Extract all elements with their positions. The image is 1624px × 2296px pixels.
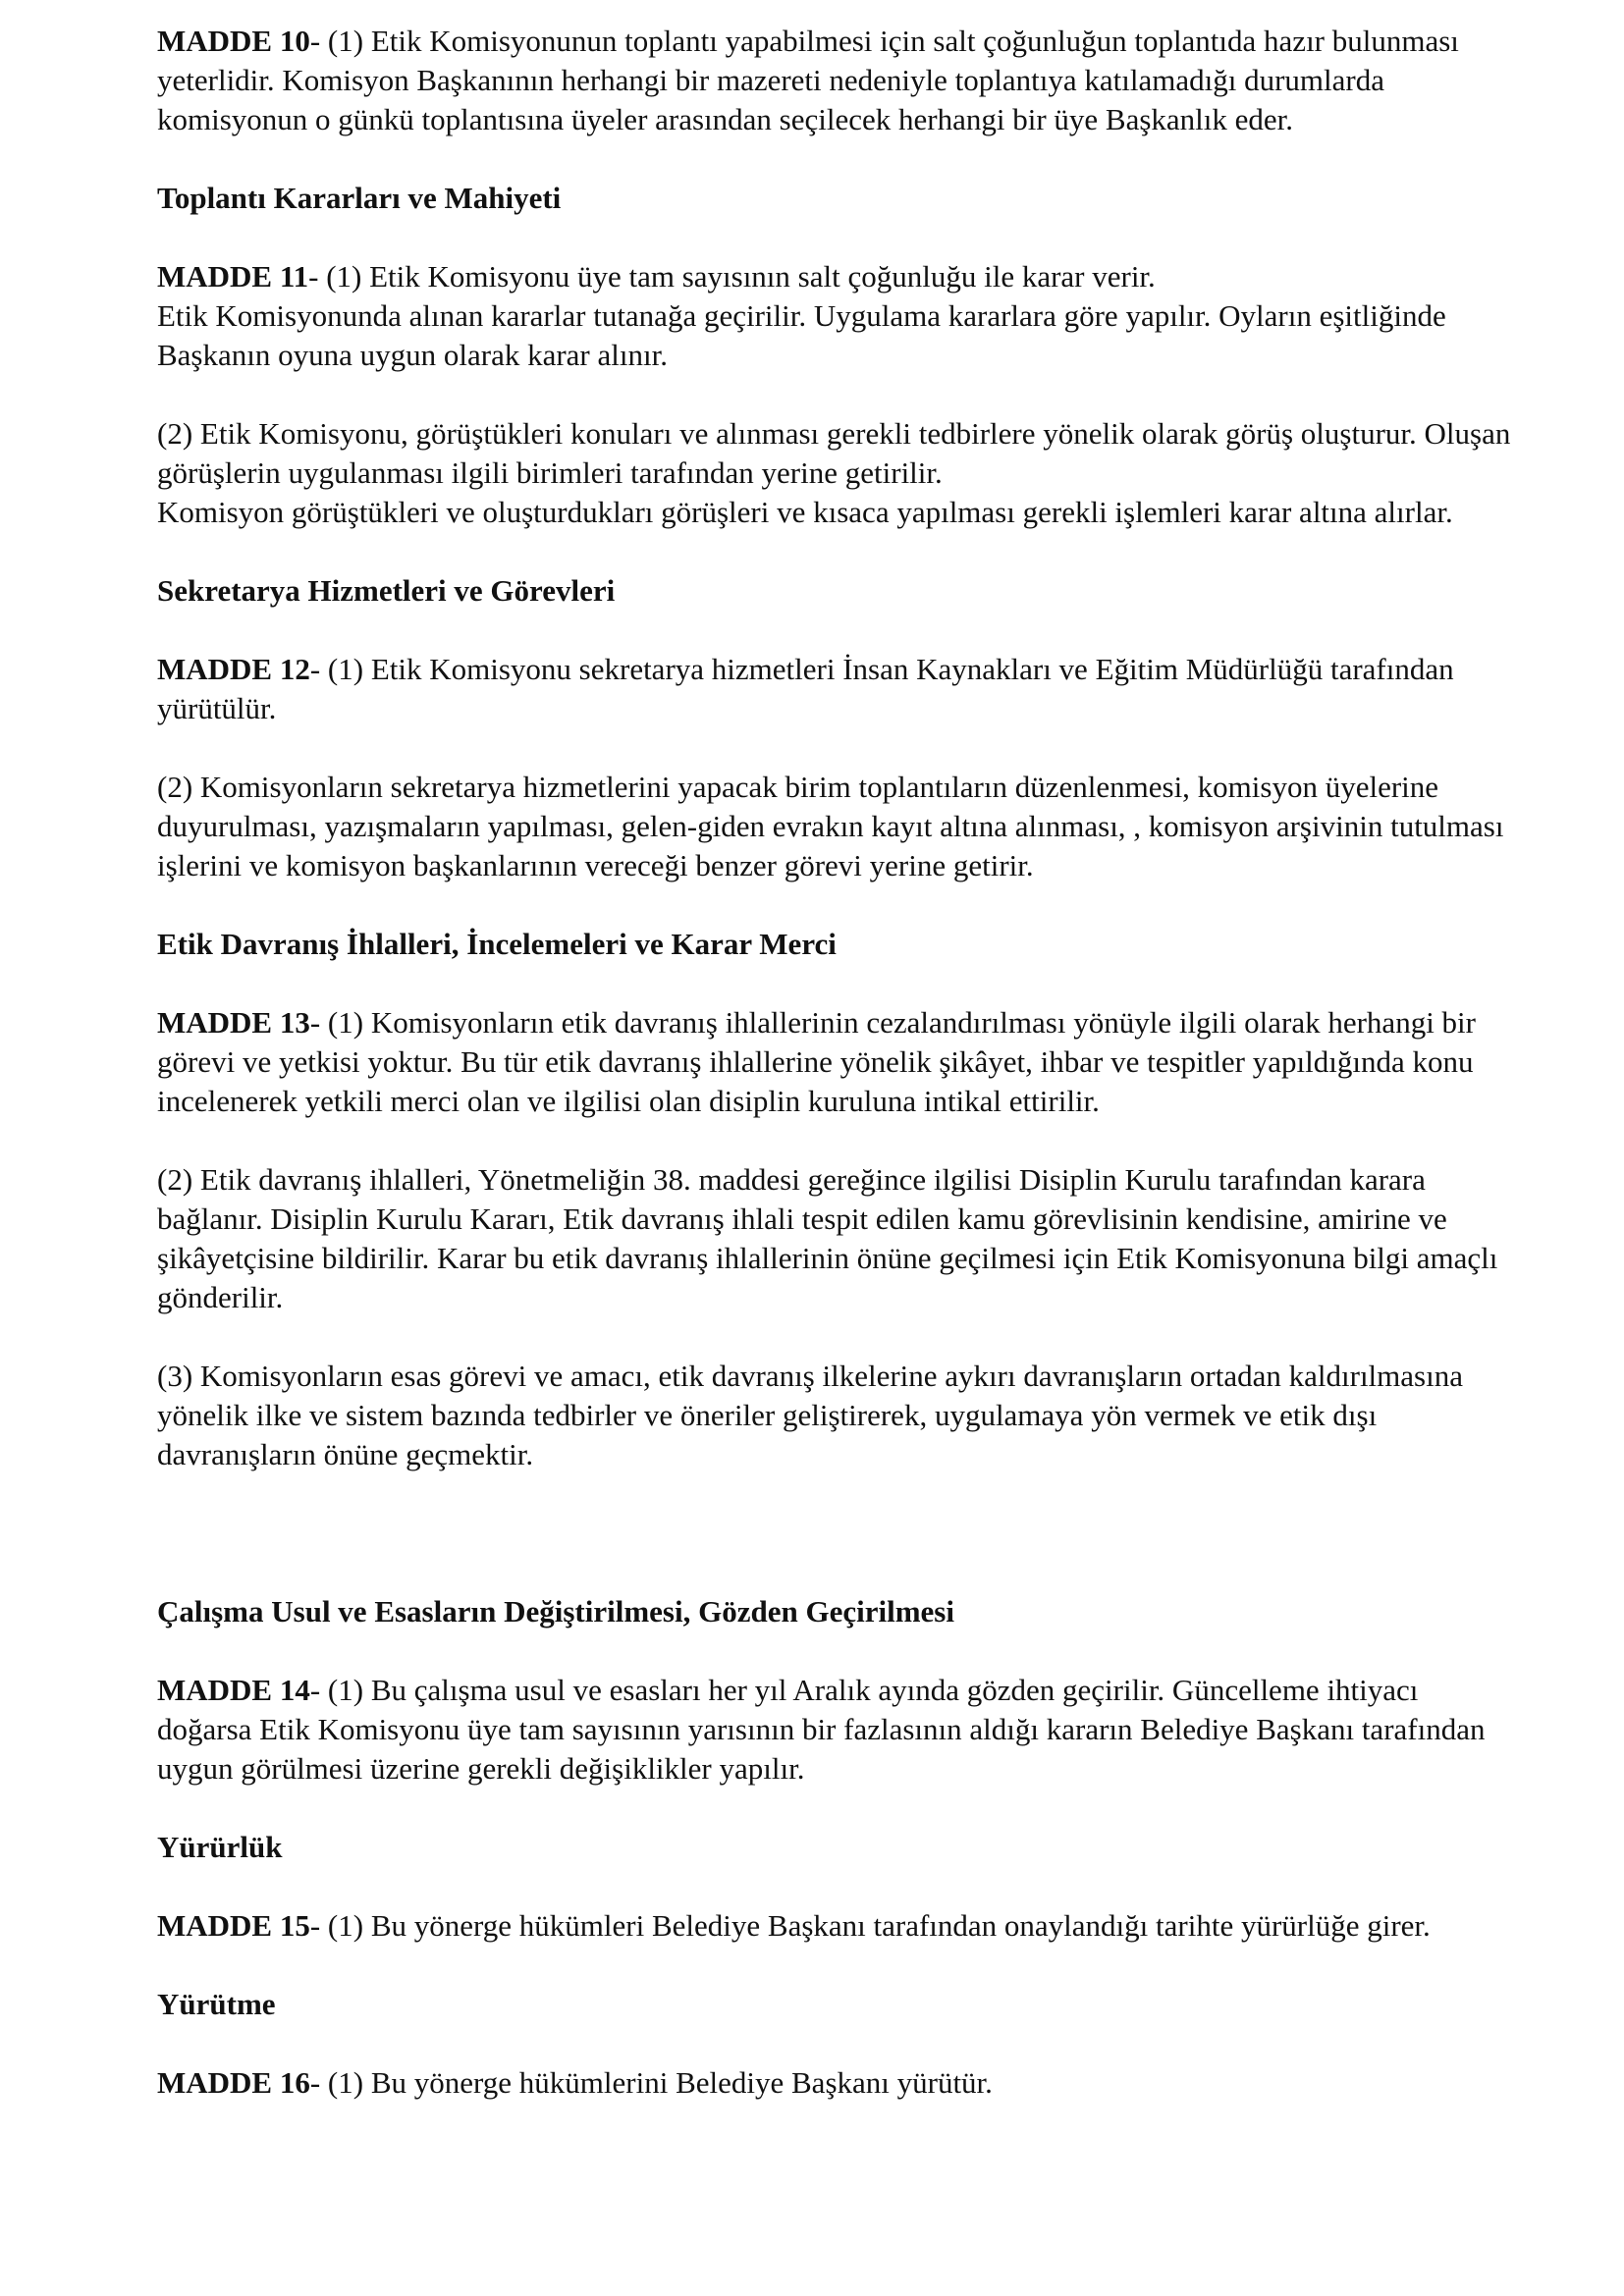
article-14 — [157, 1671, 1512, 1789]
document-page — [157, 22, 1512, 2142]
article-11-paragraph-1-cont: Etik Komisyonunda alınan kararlar tutanağa geçirilir. Uygulama kararlara göre yapılır. Oyların eşitliğinde Başkanın oyuna uygun olarak karar alınır. — [157, 298, 1446, 372]
section-heading-11: Toplantı Kararları ve Mahiyeti — [157, 181, 562, 215]
article-11-paragraph-2-cont: Komisyon görüştükleri ve oluşturdukları görüşleri ve kısaca yapılması gerekli işlemleri karar altına alırlar. — [157, 495, 1453, 529]
article-10-label: MADDE 10 — [157, 24, 310, 58]
article-13-paragraph-3: (3) Komisyonların esas görevi ve amacı, etik davranış ilkelerine aykırı davranışların ortadan kaldırılmasına yönelik ilke ve sistem bazında tedbirler ve öneriler geliştirerek, uygulamaya yön vermek ve etik dışı davranışların önüne geçmektir. — [157, 1359, 1463, 1471]
article-16-label: MADDE 16 — [157, 2065, 310, 2100]
article-12-paragraph-2: (2) Komisyonların sekretarya hizmetlerini yapacak birim toplantıların düzenlenmesi, komisyon üyelerine duyurulması, yazışmaların yapılması, gelen-giden evrakın kayıt altına alınması, , komisyon arşivinin tutulması işlerini ve komisyon başkanlarının vereceği benzer görevi yerine getirir. — [157, 770, 1504, 882]
article-13-part-2 — [157, 1160, 1512, 1317]
article-11 — [157, 257, 1512, 375]
article-13 — [157, 1003, 1512, 1121]
article-11-paragraph-2: (2) Etik Komisyonu, görüştükleri konuları ve alınması gerekli tedbirlere yönelik olarak görüş oluşturur. Oluşan görüşlerin uygulanması ilgili birimleri tarafından yerine getirilir. — [157, 416, 1511, 490]
article-12-text: - (1) Etik Komisyonu sekretarya hizmetleri İnsan Kaynakları ve Eğitim Müdürlüğü tarafından yürütülür. — [157, 652, 1454, 725]
article-16 — [157, 2063, 1512, 2103]
article-14-paragraph-1 — [157, 1671, 1512, 1789]
article-12-label: MADDE 12 — [157, 652, 310, 686]
article-11-text: - (1) Etik Komisyonu üye tam sayısının salt çoğunluğu ile karar verir. — [308, 259, 1156, 294]
section-heading-12: Sekretarya Hizmetleri ve Görevleri — [157, 573, 616, 608]
section-heading-16: Yürütme — [157, 1987, 276, 2021]
section-heading-14: Çalışma Usul ve Esasların Değiştirilmesi, Gözden Geçirilmesi — [157, 1594, 954, 1629]
article-11-label: MADDE 11 — [157, 259, 309, 294]
section-heading-13: Etik Davranış İhlalleri, İncelemeleri ve Karar Merci — [157, 927, 837, 961]
article-15 — [157, 1906, 1512, 1946]
article-10 — [157, 22, 1512, 139]
article-10-paragraph-1 — [157, 22, 1512, 139]
section-heading-15: Yürürlük — [157, 1830, 283, 1864]
article-15-paragraph-1 — [157, 1906, 1512, 1946]
article-16-paragraph-1 — [157, 2063, 1512, 2103]
article-14-text: - (1) Bu çalışma usul ve esasları her yıl Aralık ayında gözden geçirilir. Güncelleme ihtiyacı doğarsa Etik Komisyonu üye tam sayısının yarısının bir fazlasının aldığı kararın Belediye Başkanı tarafından uygun görülmesi üzerine gerekli değişiklikler yapılır. — [157, 1673, 1486, 1786]
article-15-text: - (1) Bu yönerge hükümleri Belediye Başkanı tarafından onaylandığı tarihte yürürlüğe girer. — [309, 1908, 1431, 1943]
article-14-label: MADDE 14 — [157, 1673, 310, 1707]
article-13-part-3 — [157, 1357, 1512, 1474]
article-12-part-2 — [157, 768, 1512, 885]
article-12 — [157, 650, 1512, 728]
article-16-text: - (1) Bu yönerge hükümlerini Belediye Başkanı yürütür. — [309, 2065, 993, 2100]
article-15-label: MADDE 15 — [157, 1908, 310, 1943]
article-10-text: - (1) Etik Komisyonunun toplantı yapabilmesi için salt çoğunluğun toplantıda hazır bulunması yeterlidir. Komisyon Başkanının herhangi bir mazereti nedeniyle toplantıya katılamadığı durumlarda komisyonun o günkü toplantısına üyeler arasından seçilecek herhangi bir üye Başkanlık eder. — [157, 24, 1459, 136]
article-12-paragraph-1 — [157, 650, 1512, 728]
article-11-part-2 — [157, 414, 1512, 532]
article-11-paragraph-1 — [157, 257, 1512, 296]
article-13-paragraph-1 — [157, 1003, 1512, 1121]
article-13-text: - (1) Komisyonların etik davranış ihlallerinin cezalandırılması yönüyle ilgili olarak herhangi bir görevi ve yetkisi yoktur. Bu tür etik davranış ihlallerine yönelik şikâyet, ihbar ve tespitler yapıldığında konu incelenerek yetkili merci olan ve ilgilisi olan disiplin kuruluna intikal ettirilir. — [157, 1005, 1476, 1118]
article-13-label: MADDE 13 — [157, 1005, 310, 1040]
article-13-paragraph-2: (2) Etik davranış ihlalleri, Yönetmeliğin 38. maddesi gereğince ilgilisi Disiplin Kurulu tarafından karara bağlanır. Disiplin Kurulu Kararı, Etik davranış ihlali tespit edilen kamu görevlisinin kendisine, amirine ve şikâyetçisine bildirilir. Karar bu etik davranış ihlallerinin önüne geçilmesi için Etik Komisyonuna bilgi amaçlı gönderilir. — [157, 1162, 1498, 1314]
spacer — [157, 1514, 1512, 1592]
